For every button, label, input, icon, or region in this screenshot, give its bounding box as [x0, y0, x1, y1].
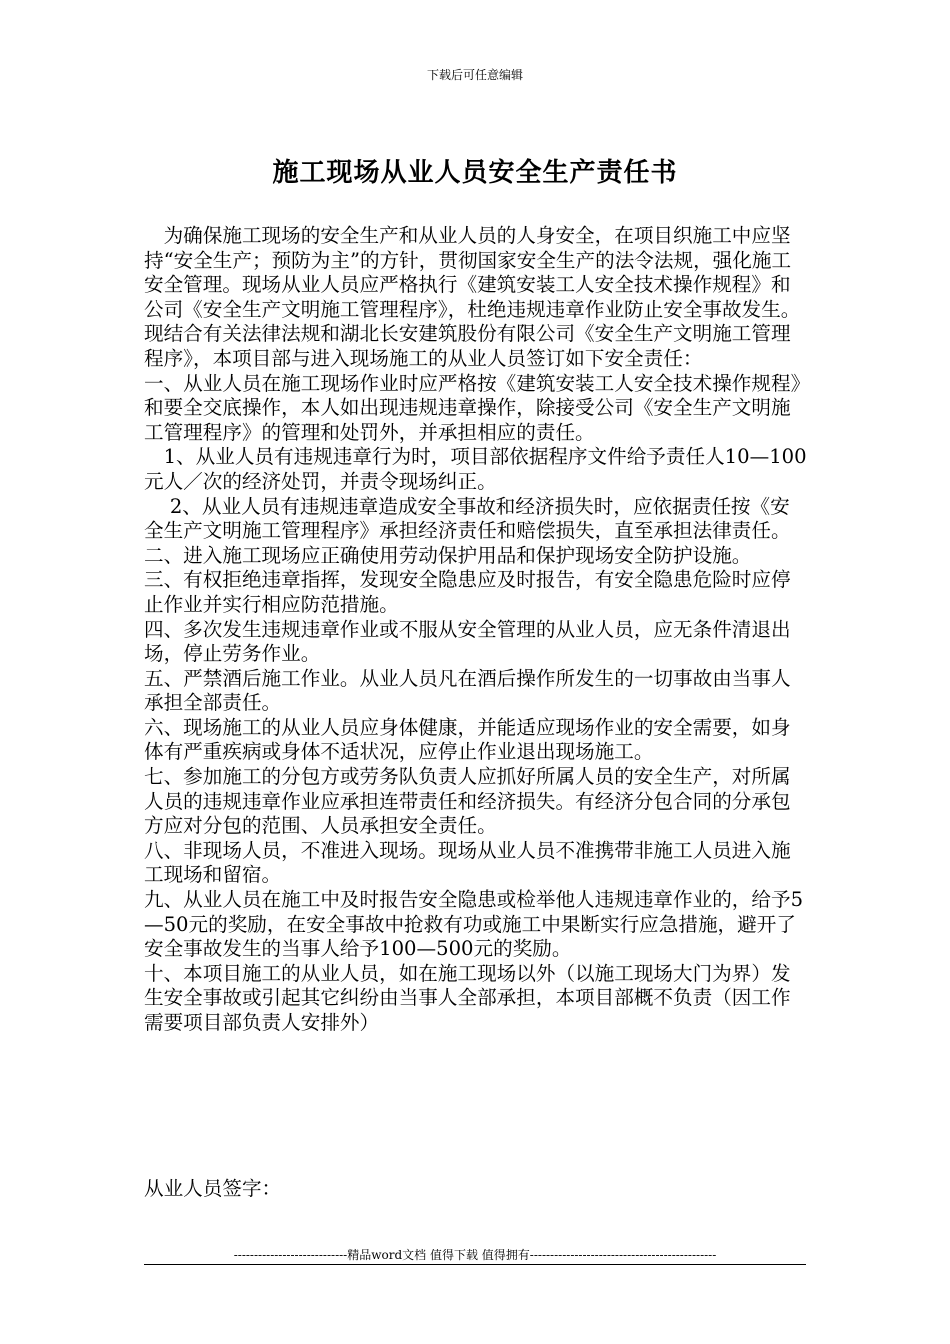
clause-10: 十、本项目施工的从业人员，如在施工现场以外（以施工现场大门为界）发生安全事故或引起其它纠纷由当事人全部承担，本项目部概不负责（因工作需要项目部负责人安排外） [144, 961, 791, 1034]
footer-divider [144, 1264, 806, 1265]
clause-5: 五、严禁酒后施工作业。从业人员凡在酒后操作所发生的一切事故由当事人承担全部责任。 [144, 666, 791, 715]
clause-7: 七、参加施工的分包方或劳务队负责人应抓好所属人员的安全生产，对所属人员的违规违章作业应承担连带责任和经济损失。有经济分包合同的分承包方应对分包的范围、人员承担安全责任。 [144, 765, 791, 838]
signature-label: 从业人员签字： [144, 1177, 282, 1200]
intro-paragraph: 为确保施工现场的安全生产和从业人员的人身安全，在项目织施工中应坚持“安全生产；预防为主”的方针，贯彻国家安全生产的法令法规，强化施工安全管理。现场从业人员应严格执行《建筑安装工人安全技术操作规程》和公司《安全生产文明施工管理程序》，杜绝违规违章作业防止安全事故发生。现结合有关法律法规和湖北长安建筑股份有限公司《安全生产文明施工管理程序》，本项目部与进入现场施工的从业人员签订如下安全责任： [144, 224, 801, 370]
clause-1: 一、从业人员在施工现场作业时应严格按《建筑安装工人安全技术操作规程》和要全交底操作，本人如出现违规违章操作，除接受公司《安全生产文明施工管理程序》的管理和处罚外，并承担相应的责任。 [144, 371, 801, 444]
page-header: 下载后可任意编辑 [426, 68, 523, 82]
clause-8: 八、非现场人员，不准进入现场。现场从业人员不准携带非施工人员进入施工现场和留宿。 [144, 838, 791, 887]
clause-9: 九、从业人员在施工中及时报告安全隐患或检举他人违规违章作业的，给予5—50元的奖励，在安全事故中抢救有功或施工中果断实行应急措施，避开了安全事故发生的当事人给予100—500元的奖励。 [144, 888, 804, 961]
clause-3: 三、有权拒绝违章指挥，发现安全隐患应及时报告，有安全隐患危险时应停止作业并实行相应防范措施。 [144, 568, 791, 616]
clause-4: 四、多次发生违规违章作业或不服从安全管理的从业人员，应无条件清退出场，停止劳务作业。 [144, 617, 791, 666]
clause-2: 二、进入施工现场应正确使用劳动保护用品和保护现场安全防护设施。 [144, 543, 752, 567]
page-footer: ----------------------------精品word文档 值得下载 值得拥有---------------------------------------------- [233, 1248, 717, 1262]
clause-1-item-2: 2、从业人员有违规违章造成安全事故和经济损失时，应依据责任按《安全生产文明施工管理程序》承担经济责任和赔偿损失，直至承担法律责任。 [144, 494, 791, 543]
clause-1-item-1: 1、从业人员有违规违章行为时，项目部依据程序文件给予责任人10—100元人／次的经济处罚，并责令现场纠正。 [144, 445, 807, 493]
document-title: 施工现场从业人员安全生产责任书 [272, 158, 678, 188]
clause-6: 六、现场施工的从业人员应身体健康，并能适应现场作业的安全需要，如身体有严重疾病或身体不适状况，应停止作业退出现场施工。 [144, 715, 791, 764]
document-body [144, 224, 809, 1036]
